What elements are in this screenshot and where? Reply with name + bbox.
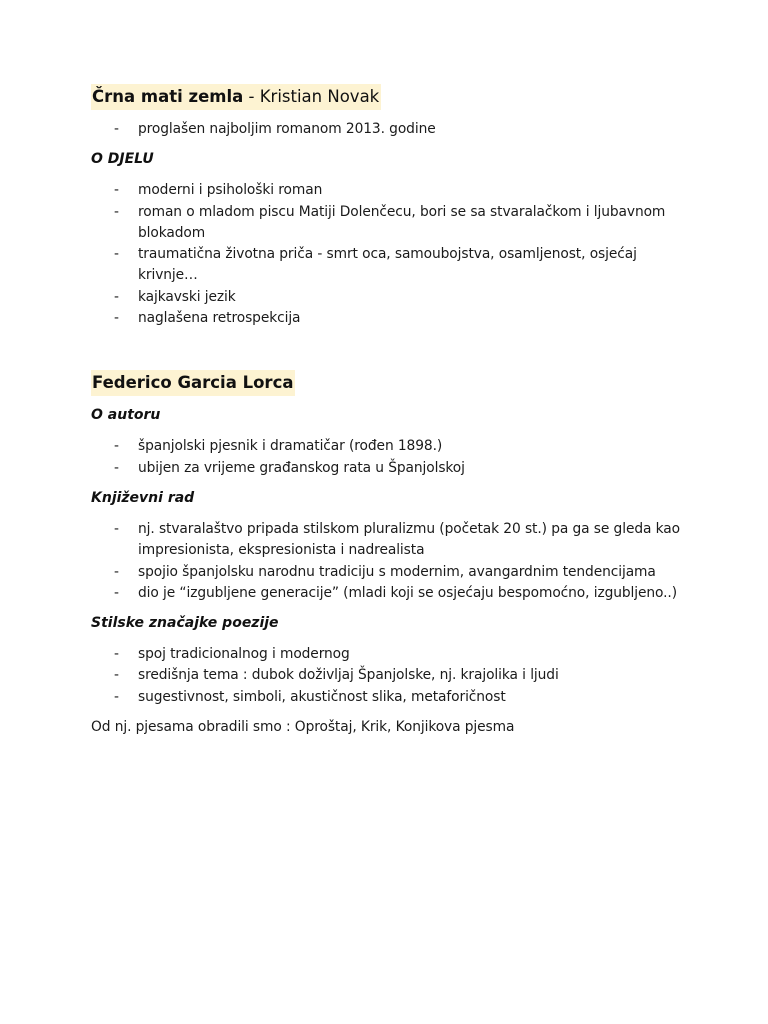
list-item-text: naglašena retrospekcija [138,310,301,327]
list-marker: - [114,520,119,537]
list-item-text: traumatična životna priča - smrt oca, samoubojstva, osamljenost, osjećaj krivnje… [138,246,637,284]
list-marker: - [114,203,119,220]
section-title [91,84,381,110]
list-item-text: spoj tradicionalnog i modernog [138,646,350,663]
subsection-heading: Stilske značajke poezije [91,615,279,632]
list-item [91,244,691,287]
list-item-text: roman o mladom piscu Matiji Dolenčecu, bori se sa stvaralačkom i ljubavnom blokadom [138,203,666,241]
list-marker: - [114,438,119,455]
list-item [91,583,691,604]
list-item-text: sugestivnost, simboli, akustičnost slika, metaforičnost [138,688,506,705]
list-item [91,687,691,708]
list-item [91,458,691,479]
section-title [91,370,295,396]
list-marker: - [114,584,119,601]
section-federico-garcia-lorca [91,370,691,738]
list-item [91,519,691,562]
list-item [91,119,691,140]
list-item-text: španjolski pjesnik i dramatičar (rođen 1898.) [138,438,443,455]
list-marker: - [114,310,119,327]
list-item-text: spojio španjolsku narodnu tradiciju s modernim, avangardnim tendencijama [138,563,656,580]
stilske-znacajke-list [91,644,691,708]
o-autoru-list [91,436,691,479]
o-djelu-list [91,180,691,329]
list-item [91,644,691,665]
subsection-heading: O DJELU [91,151,154,168]
list-marker: - [114,459,119,476]
list-marker: - [114,182,119,199]
list-item-text: dio je “izgubljene generacije” (mladi koji se osjećaju bespomoćno, izgubljeno..) [138,584,677,601]
list-marker: - [114,563,119,580]
list-marker: - [114,667,119,684]
list-item [91,308,691,329]
list-item [91,202,691,245]
list-marker: - [114,288,119,305]
list-item-text: središnja tema : dubok doživljaj Španjolske, nj. krajolika i ljudi [138,667,559,684]
list-item-text: kajkavski jezik [138,288,236,305]
list-marker: - [114,646,119,663]
subsection-heading: O autoru [91,407,161,424]
list-item [91,287,691,308]
title-author: Kristian Novak [259,87,380,106]
title-separator: - [243,87,260,106]
knjizevni-rad-list [91,519,691,604]
list-item-text: proglašen najboljim romanom 2013. godine [138,121,436,137]
list-marker: - [114,246,119,263]
list-item [91,436,691,457]
section-crna-mati-zemla [91,84,691,329]
subsection-heading: Književni rad [91,489,195,506]
list-item [91,665,691,686]
list-item-text: nj. stvaralaštvo pripada stilskom pluralizmu (početak 20 st.) pa ga se gleda kao impresionista, ekspresionista i nadrealista [138,520,680,559]
intro-list [91,119,691,140]
title-author-name: Federico Garcia Lorca [92,373,294,393]
title-book: Črna mati zemla [92,87,244,106]
list-marker: - [114,121,119,137]
list-item-text: moderni i psihološki roman [138,182,323,199]
list-item [91,180,691,201]
list-item [91,562,691,583]
list-marker: - [114,688,119,705]
list-item-text: ubijen za vrijeme građanskog rata u Španjolskoj [138,459,465,476]
document-body [91,84,691,738]
closing-paragraph: Od nj. pjesama obradili smo : Oproštaj, Krik, Konjikova pjesma [91,719,515,736]
